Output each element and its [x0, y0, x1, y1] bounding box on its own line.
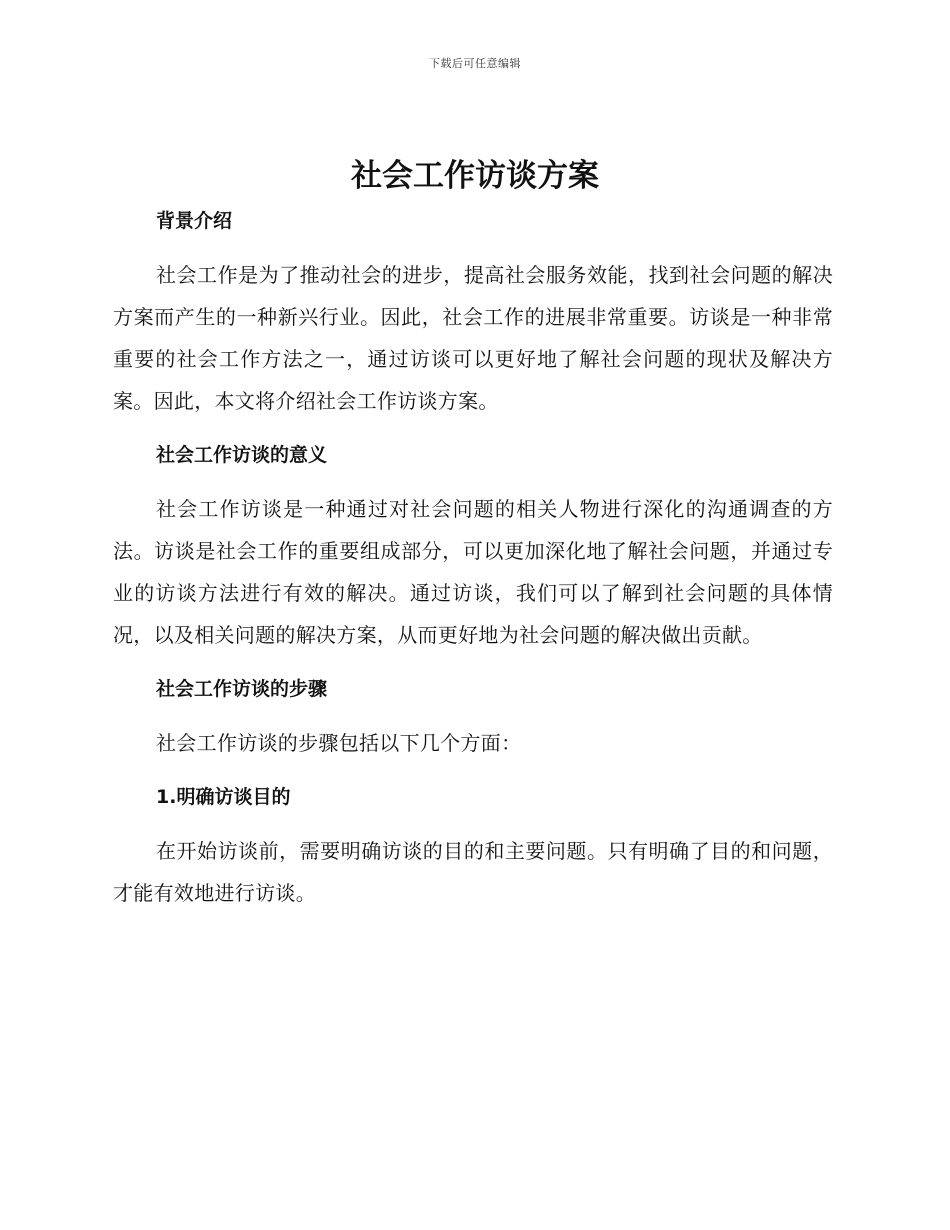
document-title: 社会工作访谈方案	[351, 158, 599, 194]
section-paragraph-steps: 社会工作访谈的步骤包括以下几个方面：	[156, 731, 522, 755]
section-paragraph-meaning: 社会工作访谈是一种通过对社会问题的相关人物进行深化的沟通调查的方法。访谈是社会工作的重要组成部分，可以更加深化地了解社会问题，并通过专业的访谈方法进行有效的解决。通过访谈，我们可以了解到社会问题的具体情况，以及相关问题的解决方案，从而更好地为社会问题的解决做出贡献。	[113, 497, 833, 647]
section-heading-steps: 社会工作访谈的步骤	[156, 678, 328, 700]
page-header-note: 下载后可任意编辑	[429, 57, 521, 70]
section-paragraph-step-1: 在开始访谈前，需要明确访谈的目的和主要问题。只有明确了目的和问题，才能有效地进行访谈。	[113, 839, 833, 905]
section-heading-background: 背景介绍	[156, 210, 233, 232]
section-heading-step-1: 1.明确访谈目的	[156, 786, 291, 808]
document-body	[113, 205, 833, 914]
section-heading-meaning: 社会工作访谈的意义	[156, 444, 328, 466]
section-paragraph-background: 社会工作是为了推动社会的进步，提高社会服务效能，找到社会问题的解决方案而产生的一种新兴行业。因此，社会工作的进展非常重要。访谈是一种非常重要的社会工作方法之一，通过访谈可以更好地了解社会问题的现状及解决方案。因此，本文将介绍社会工作访谈方案。	[113, 263, 833, 413]
